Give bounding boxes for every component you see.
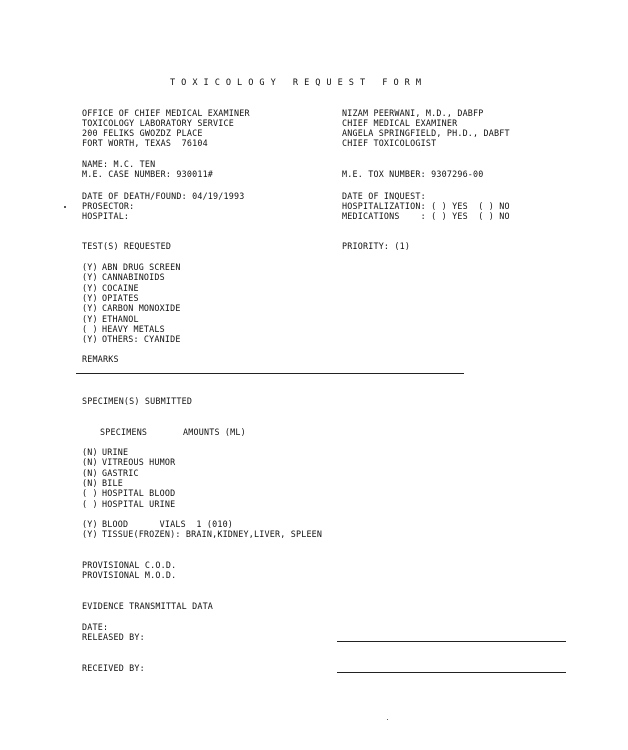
provisional-cod: PROVISIONAL C.O.D. bbox=[82, 560, 177, 570]
checkbox-mark: (Y) bbox=[82, 292, 98, 303]
checkbox-mark: (Y) bbox=[82, 303, 98, 314]
list-item bbox=[82, 324, 165, 334]
item-label: URINE bbox=[102, 447, 129, 457]
checkbox-mark: (Y) bbox=[82, 262, 98, 272]
checkbox-mark: (Y) bbox=[82, 529, 98, 540]
me-case-number: M.E. CASE NUMBER: 930011# bbox=[82, 169, 214, 179]
checkbox-mark: (Y) bbox=[82, 519, 98, 529]
evidence-heading: EVIDENCE TRANSMITTAL DATA bbox=[82, 601, 214, 611]
form-title: TOXICOLOGY REQUEST FORM bbox=[170, 78, 427, 88]
checkbox-mark: (Y) bbox=[82, 313, 98, 324]
item-label: ABN DRUG SCREEN bbox=[102, 262, 181, 272]
item-label: HEAVY METALS bbox=[102, 323, 165, 334]
checkbox-mark: (Y) bbox=[82, 334, 98, 345]
list-item bbox=[82, 457, 175, 467]
list-item bbox=[82, 293, 139, 303]
evidence-date: DATE: bbox=[82, 622, 109, 632]
list-item bbox=[82, 478, 123, 488]
col-amounts: AMOUNTS (ML) bbox=[183, 427, 246, 437]
remarks-line bbox=[76, 373, 464, 374]
staff-line: CHIEF MEDICAL EXAMINER bbox=[342, 118, 458, 128]
checkbox-mark: (N) bbox=[82, 467, 98, 478]
list-item bbox=[82, 468, 139, 478]
released-by-signature-line bbox=[337, 641, 566, 642]
me-tox-number: M.E. TOX NUMBER: 9307296-00 bbox=[342, 169, 484, 179]
item-label: BLOOD VIALS 1 (010) bbox=[102, 519, 234, 529]
specimens-heading: SPECIMEN(S) SUBMITTED bbox=[82, 396, 193, 406]
tests-list bbox=[82, 262, 382, 352]
margin-mark bbox=[64, 206, 66, 208]
provisional-mod: PROVISIONAL M.O.D. bbox=[82, 570, 177, 580]
list-item bbox=[82, 447, 128, 457]
list-item bbox=[82, 262, 181, 272]
checkbox-mark: ( ) bbox=[82, 323, 98, 334]
stray-mark bbox=[387, 719, 388, 720]
tests-heading: TEST(S) REQUESTED bbox=[82, 241, 172, 251]
item-label: CARBON MONOXIDE bbox=[102, 303, 181, 314]
item-label: CANNABINOIDS bbox=[102, 272, 165, 283]
hospital-field: HOSPITAL: bbox=[82, 211, 130, 221]
received-by-label: RECEIVED BY: bbox=[82, 663, 145, 673]
item-label: HOSPITAL BLOOD bbox=[102, 488, 176, 499]
list-item bbox=[82, 488, 175, 498]
item-label: ETHANOL bbox=[102, 313, 139, 324]
list-item bbox=[82, 529, 322, 539]
priority-field: PRIORITY: (1) bbox=[342, 241, 411, 251]
staff-line: ANGELA SPRINGFIELD, PH.D., DABFT bbox=[342, 128, 510, 138]
item-label: BILE bbox=[102, 477, 123, 488]
checkbox-mark: ( ) bbox=[82, 498, 98, 509]
date-of-death: DATE OF DEATH/FOUND: 04/19/1993 bbox=[82, 191, 245, 201]
item-label: OPIATES bbox=[102, 292, 139, 303]
checkbox-mark: (N) bbox=[82, 457, 98, 468]
list-item bbox=[82, 519, 233, 529]
staff-line: NIZAM PEERWANI, M.D., DABFP bbox=[342, 108, 484, 118]
case-name: NAME: M.C. TEN bbox=[82, 159, 156, 169]
remarks-label: REMARKS bbox=[82, 354, 119, 364]
checkbox-mark: (N) bbox=[82, 477, 98, 488]
item-label: OTHERS: CYANIDE bbox=[102, 334, 181, 345]
checkbox-mark: (Y) bbox=[82, 272, 98, 283]
prosector-field: PROSECTOR: bbox=[82, 201, 135, 211]
list-item bbox=[82, 283, 139, 293]
checkbox-mark: (N) bbox=[82, 447, 98, 457]
col-specimens: SPECIMENS bbox=[100, 427, 148, 437]
checkbox-mark: (Y) bbox=[82, 282, 98, 293]
specimens-list bbox=[82, 447, 382, 513]
office-line: OFFICE OF CHIEF MEDICAL EXAMINER bbox=[82, 108, 250, 118]
office-line: 200 FELIKS GWOZDZ PLACE bbox=[82, 128, 203, 138]
specimens-extra-list bbox=[82, 519, 402, 541]
received-by-signature-line bbox=[337, 672, 566, 673]
list-item bbox=[82, 499, 175, 509]
list-item bbox=[82, 272, 165, 282]
date-of-inquest: DATE OF INQUEST: bbox=[342, 191, 426, 201]
hospitalization-field: HOSPITALIZATION: ( ) YES ( ) NO bbox=[342, 201, 510, 211]
office-line: TOXICOLOGY LABORATORY SERVICE bbox=[82, 118, 235, 128]
item-label: COCAINE bbox=[102, 282, 139, 293]
item-label: GASTRIC bbox=[102, 467, 139, 478]
list-item bbox=[82, 303, 181, 313]
item-label: TISSUE(FROZEN): BRAIN,KIDNEY,LIVER, SPLEEN bbox=[102, 529, 323, 540]
item-label: VITREOUS HUMOR bbox=[102, 457, 176, 468]
item-label: HOSPITAL URINE bbox=[102, 498, 176, 509]
list-item bbox=[82, 314, 139, 324]
checkbox-mark: ( ) bbox=[82, 488, 98, 499]
office-line: FORT WORTH, TEXAS 76104 bbox=[82, 138, 208, 148]
medications-field: MEDICATIONS : ( ) YES ( ) NO bbox=[342, 211, 510, 221]
list-item bbox=[82, 334, 181, 344]
staff-line: CHIEF TOXICOLOGIST bbox=[342, 138, 437, 148]
released-by-label: RELEASED BY: bbox=[82, 632, 145, 642]
